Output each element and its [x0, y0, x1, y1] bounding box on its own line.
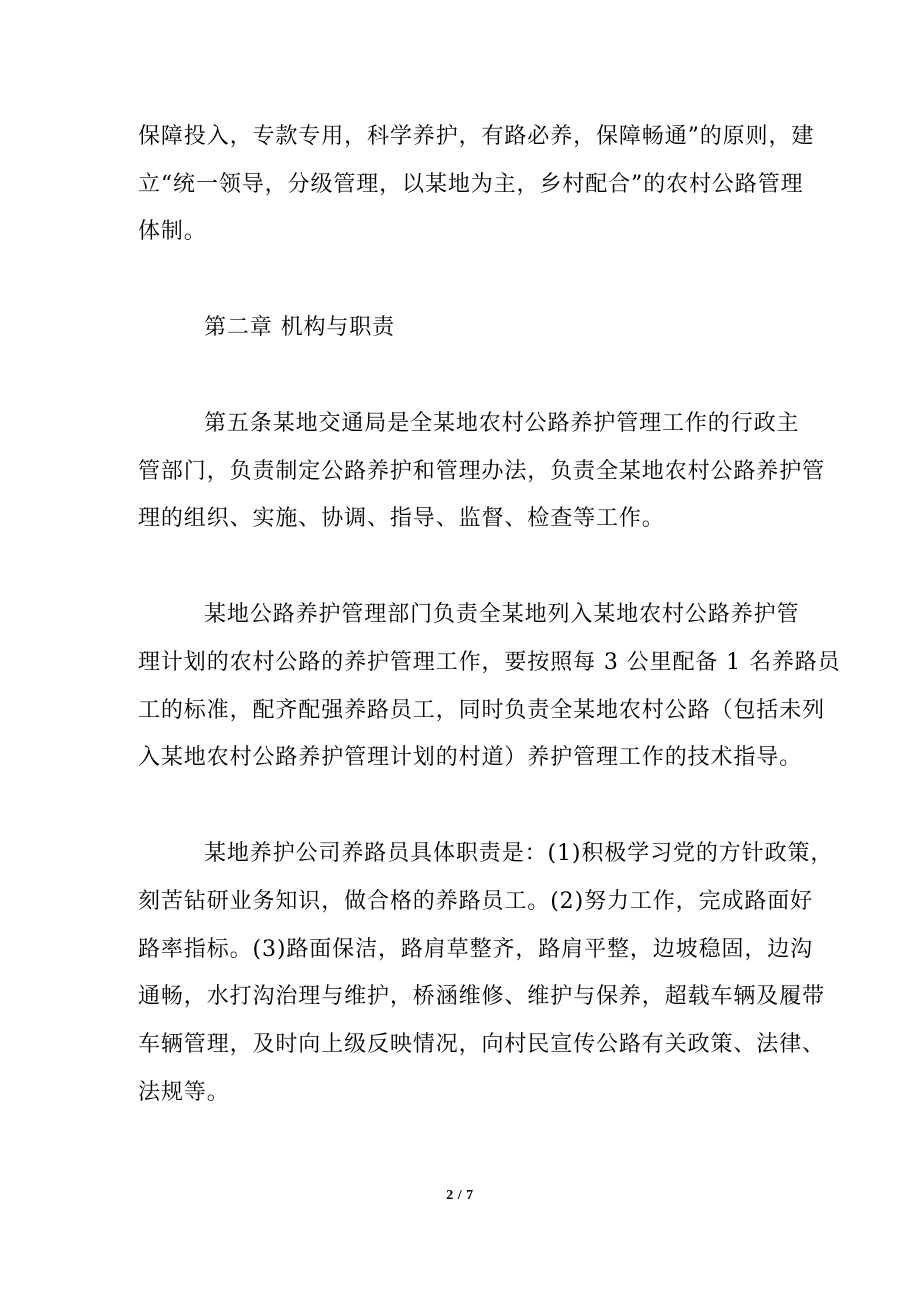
page-number: 2 / 7: [446, 1188, 474, 1203]
paragraph-2-line-3: 理的组织、实施、协调、指导、监督、检查等工作。: [138, 506, 665, 531]
paragraph-1-line-2: 立“统一领导，分级管理，以某地为主，乡村配合”的农村公路管理: [138, 172, 804, 197]
paragraph-1-line-3: 体制。: [138, 219, 207, 244]
chapter-heading: 第二章 机构与职责: [204, 315, 396, 340]
paragraph-3-line-1: 某地公路养护管理部门负责全某地列入某地农村公路养护管: [204, 602, 800, 627]
paragraph-4-line-4: 通畅，水打沟治理与维护，桥涵维修、维护与保养，超载车辆及履带: [138, 984, 826, 1009]
paragraph-4-line-1: 某地养护公司养路员具体职责是：(1)积极学习党的方针政策，: [204, 841, 834, 866]
paragraph-4-line-5: 车辆管理，及时向上级反映情况，向村民宣传公路有关政策、法律、: [138, 1032, 826, 1057]
paragraph-3-line-4: 入某地农村公路养护管理计划的村道）养护管理工作的技术指导。: [138, 745, 803, 770]
paragraph-3-line-3: 工的标准，配齐配强养路员工，同时负责全某地农村公路（包括未列: [138, 698, 826, 723]
paragraph-1-line-1: 保障投入，专款专用，科学养护，有路必养，保障畅通”的原则，建: [138, 124, 815, 149]
paragraph-4-line-2: 刻苦钻研业务知识，做合格的养路员工。(2)努力工作，完成路面好: [138, 889, 814, 914]
paragraph-3-line-2: 理计划的农村公路的养护管理工作，要按照每 3 公里配备 1 名养路员: [138, 650, 841, 675]
paragraph-2-line-1: 第五条某地交通局是全某地农村公路养护管理工作的行政主: [204, 411, 800, 436]
paragraph-2-line-2: 管部门，负责制定公路养护和管理办法，负责全某地农村公路养护管: [138, 459, 826, 484]
paragraph-4-line-3: 路率指标。(3)路面保洁，路肩草整齐，路肩平整，边坡稳固，边沟: [138, 937, 814, 962]
paragraph-4-line-6: 法规等。: [138, 1080, 230, 1105]
